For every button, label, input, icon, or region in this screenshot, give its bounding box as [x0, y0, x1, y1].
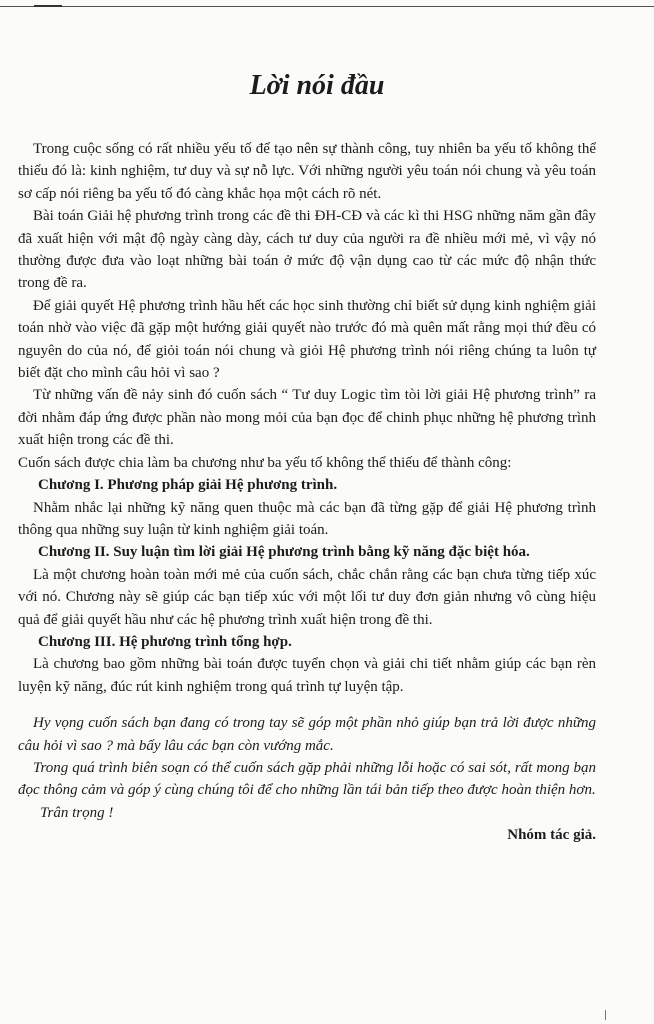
page-content — [18, 60, 596, 846]
italic-paragraph-1: Hy vọng cuốn sách bạn đang có trong tay sẽ góp một phần nhỏ giúp bạn trả lời được những câu hỏi vì sao ? mà bấy lâu các bạn còn vướng mắc. — [18, 715, 596, 754]
closing-remarks — [18, 712, 596, 824]
paragraph-2: Bài toán Giải hệ phương trình trong các đề thi ĐH-CĐ và các kì thi HSG những năm gần đây đã xuất hiện với mật độ ngày càng dày, cách tư duy của người ra đề nhiều mới mẻ, vì vậy nó thường được đưa vào loạt những bài toán ở mức độ vận dụng cao từ các mức độ nhận thức trong đề ra. — [18, 208, 596, 292]
chapter-2-heading: Chương II. Suy luận tìm lời giải Hệ phương trình bằng kỹ năng đặc biệt hóa. — [38, 544, 530, 561]
paragraph-4: Từ những vấn đề nảy sinh đó cuốn sách “ Tư duy Logic tìm tòi lời giải Hệ phương trình” ra đời nhằm đáp ứng được phần nào mong mỏi của bạn đọc để chinh phục những hệ phương trình xuất hiện trong các đề thi. — [18, 387, 596, 449]
chapter-1-heading: Chương I. Phương pháp giải Hệ phương trình. — [38, 477, 338, 494]
chapter-3-text: Là chương bao gồm những bài toán được tuyển chọn và giải chi tiết nhằm giúp các bạn rèn luyện kỹ năng, đúc rút kinh nghiệm trong quá trình tự luyện tập. — [18, 656, 596, 695]
paragraph-5: Cuốn sách được chia làm ba chương như ba yếu tố không thể thiếu để thành công: — [18, 454, 512, 471]
chapter-3-heading: Chương III. Hệ phương trình tổng hợp. — [38, 633, 292, 650]
closing-greeting: Trân trọng ! — [40, 804, 114, 821]
chapter-2-text: Là một chương hoàn toàn mới mẻ của cuốn sách, chắc chắn rằng các bạn chưa từng tiếp xúc với nó. Chương này sẽ giúp các bạn tiếp xúc với một lối tư duy đơn giản nhưng vô cùng hiệu quả để giải quyết hầu như các hệ phương trình xuất hiện trong đề thi. — [18, 566, 596, 628]
page-edge-mark — [605, 1010, 606, 1020]
paragraph-1: Trong cuộc sống có rất nhiều yếu tố để tạo nên sự thành công, tuy nhiên ba yếu tố không thể thiếu đó là: kinh nghiệm, tư duy và sự nỗ lực. Với những người yêu toán nói chung và yêu toán sơ cấp nói riêng ba yếu tố đó càng khắc họa một cách rõ nét. — [18, 141, 596, 202]
top-rule — [0, 6, 654, 7]
page-title: Lời nói đầu — [249, 70, 385, 101]
signature: Nhóm tác giả. — [507, 827, 596, 844]
top-rule-accent — [34, 5, 62, 7]
chapter-1-text: Nhằm nhắc lại những kỹ năng quen thuộc mà các bạn đã từng gặp để giải Hệ phương trình thông qua những suy luận từ kinh nghiệm giải toán. — [18, 499, 596, 538]
paragraph-3: Để giải quyết Hệ phương trình hầu hết các học sinh thường chỉ biết sử dụng kinh nghiệm giải toán nhờ vào việc đã gặp một hướng giải quyết nào trước đó mà quên mất rằng mọi thứ đều có nguyên do của nó, để giỏi toán nói chung và giỏi Hệ phương trình nói riêng chúng ta luôn tự biết đặt cho mình câu hỏi vì sao ? — [18, 297, 596, 382]
italic-paragraph-2: Trong quá trình biên soạn có thể cuốn sách gặp phải những lỗi hoặc có sai sót, rất mong bạn đọc thông cảm và góp ý cùng chúng tôi để cho những lần tái bản tiếp theo được hoàn thiện hơn. — [18, 759, 596, 799]
